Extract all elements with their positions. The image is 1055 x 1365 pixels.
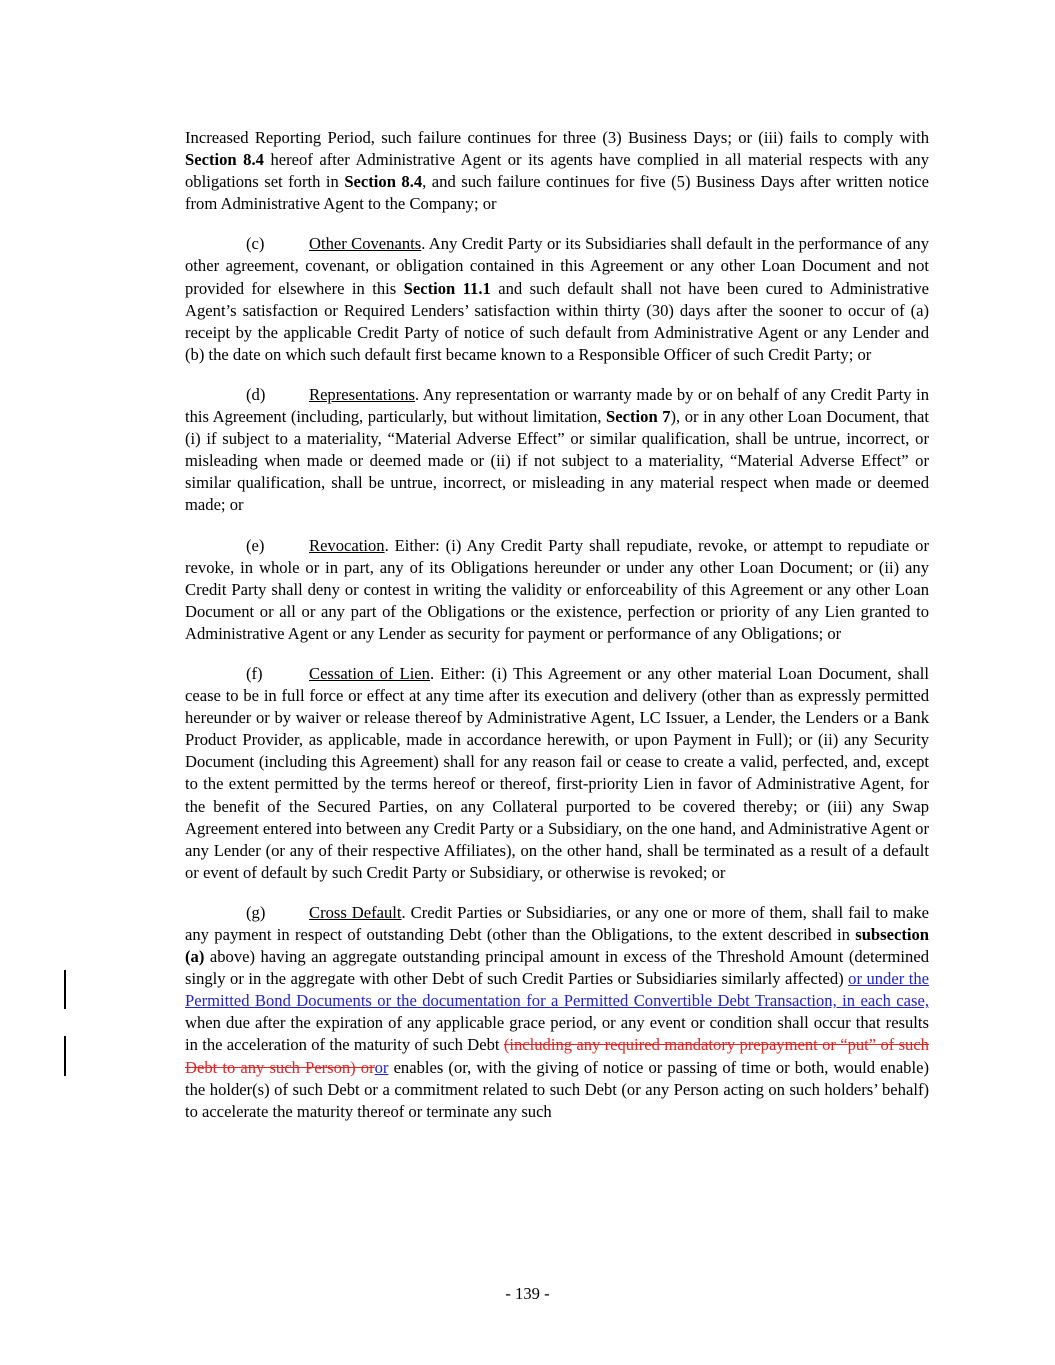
body-text: when due after the expiration of any applicable grace period, or any event or condition shall occur that results in the acceleration of the maturity of such Debt — [185, 1013, 929, 1055]
change-bar — [64, 970, 66, 1009]
body-text: . Any representation or warranty made by or on behalf of any Credit Party in this Agreement (including, particularly, but without limitation, — [185, 384, 929, 427]
bold-text: subsection (a) — [185, 925, 929, 967]
body-text: . Any Credit Party or its Subsidiaries shall default in the performance of any other agreement, covenant, or obligation contained in this Agreement or any other Loan Document and not provided for elsewhere in this — [185, 234, 930, 298]
paragraph-f-cessation-of-lien — [185, 663, 929, 884]
paragraph-letter: (f) — [246, 663, 263, 683]
paragraph-letter: (d) — [246, 384, 266, 404]
paragraph-e-revocation — [185, 535, 929, 645]
body-text: above) having an aggregate outstanding principal amount in excess of the Threshold Amount (determined singly or in the aggregate with other Debt of such Credit Parties or Subsidiaries similarly affected) — [185, 947, 929, 989]
body-text: enables (or, with the giving of notice or passing of time or both, would enable) the holder(s) of such Debt or a commitment related to such Debt (or any Person acting on such holders’ behalf) to accelerate the maturity thereof or terminate any such — [185, 1057, 929, 1121]
body-text: hereof after Administrative Agent or its agents have complied in all material respects with any obligations set forth in — [185, 150, 929, 192]
paragraph-continuation — [185, 127, 929, 215]
paragraph-letter: (e) — [246, 535, 265, 555]
paragraph-d-representations — [185, 384, 929, 517]
body-text: and such default shall not have been cured to Administrative Agent’s satisfaction or Required Lenders’ satisfaction within thirty (30) days after the sooner to occur of (a) receipt by the applicable Credit Party of notice of such default from Administrative Agent or any Lender and (b) the date on which such default first became known to a Responsible Officer of such Credit Party; or — [185, 278, 929, 364]
paragraph-letter: (c) — [246, 234, 265, 254]
inserted-text: or — [374, 1057, 389, 1077]
body-text: ), or in any other Loan Document, that (i) if subject to a materiality, “Material Adverse Effect” or similar qualification, shall be untrue, incorrect, or misleading when made or deemed made or (ii) if not subject to a materiality, “Material Adverse Effect” or similar qualification, shall be untrue, incorrect, or misleading in any material respect when made or deemed made; or — [185, 407, 929, 515]
deleted-text: (including any required mandatory prepayment or “put” of such Debt to any such Person) or — [185, 1035, 929, 1077]
body-text: . Credit Parties or Subsidiaries, or any one or more of them, shall fail to make any payment in respect of outstanding Debt (other than the Obligations, to the extent described in — [185, 902, 929, 944]
paragraph-heading: Cessation of Lien — [309, 663, 430, 683]
body-text: Increased Reporting Period, such failure continues for three (3) Business Days; or (iii) fails to comply with — [185, 128, 929, 147]
paragraph-letter: (g) — [246, 902, 266, 922]
paragraph-heading: Cross Default — [309, 902, 402, 922]
paragraph-heading: Representations — [309, 384, 415, 404]
body-text: . Either: (i) Any Credit Party shall repudiate, revoke, or attempt to repudiate or revoke, in whole or in part, any of its Obligations hereunder or under any other Loan Document; or (ii) any Credit Party shall deny or contest in writing the validity or enforceability of this Agreement or any other Loan Document or all or any part of the Obligations or the existence, perfection or priority of any Lien granted to Administrative Agent or any Lender as security for payment or performance of any Obligations; or — [185, 535, 929, 643]
body-text: . Either: (i) This Agreement or any other material Loan Document, shall cease to be in full force or effect at any time after its execution and delivery (other than as expressly permitted hereunder or by waiver or release thereof by Administrative Agent, LC Issuer, a Lender, the Lenders or a Bank Product Provider, as applicable, made in accordance herewith, or upon Payment in Full); or (ii) any Security Document (including this Agreement) shall for any reason fail or cease to create a valid, perfected, and, except to the extent permitted by the terms hereof or thereof, first-priority Lien in favor of Administrative Agent, for the benefit of the Secured Parties, on any Collateral purported to be covered thereby; or (iii) any Swap Agreement entered into between any Credit Party or a Subsidiary, on the one hand, and Administrative Agent or any Lender (or any of their respective Affiliates), on the other hand, shall be terminated as a result of a default or event of default by such Credit Party or Subsidiary, or otherwise is revoked; or — [185, 663, 929, 882]
paragraph-heading: Revocation — [309, 535, 385, 555]
change-bar — [64, 1036, 66, 1075]
bold-text: Section 11.1 — [403, 278, 491, 298]
inserted-text: or under the Permitted Bond Documents or the documentation for a Permitted Convertible Debt Transaction, in each case, — [185, 969, 929, 1011]
bold-text: Section 7 — [606, 407, 671, 427]
paragraph-heading: Other Covenants — [309, 234, 422, 254]
page-number: - 139 - — [505, 1284, 550, 1303]
paragraph-g-cross-default — [185, 902, 929, 1123]
body-text: , and such failure continues for five (5) Business Days after written notice from Administrative Agent to the Company; or — [185, 172, 929, 214]
document-body — [185, 127, 929, 1141]
paragraph-c-other-covenants — [185, 233, 929, 366]
bold-text: Section 8.4 — [185, 150, 264, 170]
bold-text: Section 8.4 — [344, 172, 423, 192]
